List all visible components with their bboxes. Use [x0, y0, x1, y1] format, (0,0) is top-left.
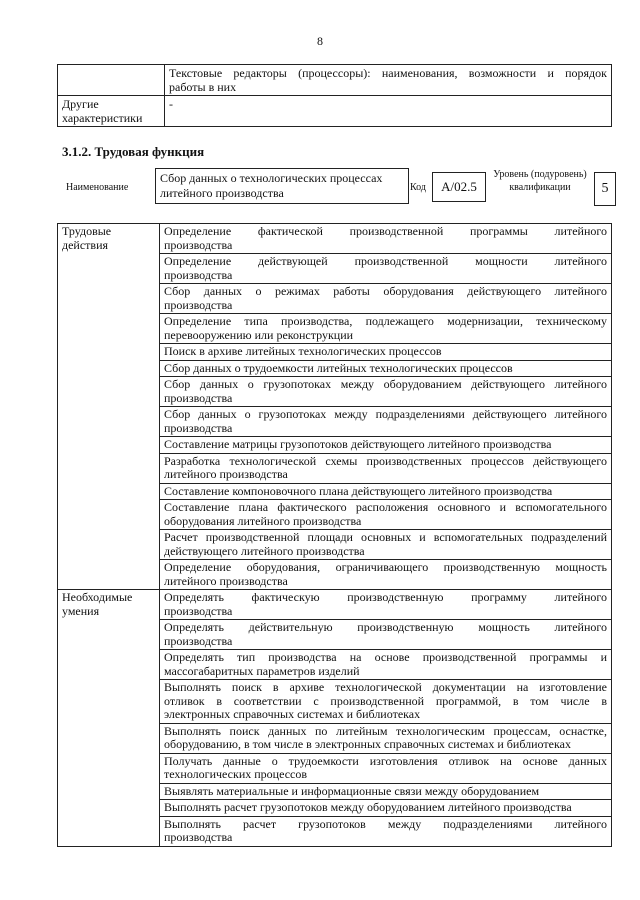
list-item-line: Получать данные о трудоемкости изготовления отливок на основе данных: [164, 753, 607, 768]
code-label: Код: [410, 182, 426, 193]
row-label: [58, 65, 165, 96]
list-item-line: Сбор данных о трудоемкости литейных технологических процессов: [164, 360, 513, 375]
list-item-line: Сбор данных о грузопотоках между подразделениями действующего литейного: [164, 407, 607, 421]
list-item: [160, 284, 612, 314]
table-row: [58, 224, 612, 254]
list-item: [160, 590, 612, 620]
qualification-level-box: 5: [594, 172, 616, 206]
function-name-box: Сбор данных о технологических процессах литейного производства: [155, 168, 409, 204]
list-item-line: литейного производства: [164, 467, 288, 481]
list-item: [160, 224, 612, 254]
list-item-line: Определять фактическую производственную программу литейного: [164, 590, 607, 604]
list-item: [160, 254, 612, 284]
list-item: [160, 314, 612, 344]
list-item-line: производства: [164, 633, 233, 648]
list-item: [160, 620, 612, 650]
qualification-level-label: Уровень (подуровень) квалификации: [493, 169, 587, 193]
list-item-line: Составление компоновочного плана действующего литейного производства: [164, 483, 553, 498]
code-box: A/02.5: [432, 172, 486, 202]
list-item-line: Определение действующей производственной мощности литейного: [164, 254, 607, 268]
list-item: [160, 344, 612, 361]
list-item-line: Выполнять расчет грузопотоков между оборудованием литейного производства: [164, 800, 572, 814]
row-label: Другие характеристики: [58, 96, 165, 127]
list-item-line: Выполнять поиск данных по литейным технологическим процессам, оснастке,: [164, 723, 607, 738]
list-item-line: производства: [164, 603, 233, 618]
list-item: [160, 723, 612, 753]
list-item-line: Определять действительную производственную мощность литейного: [164, 620, 607, 634]
table-row: [58, 96, 612, 127]
list-item-line: Расчет производственной площади основных и вспомогательных подразделений: [164, 530, 607, 544]
list-item-line: Определять тип производства на основе производственной программы и: [164, 650, 607, 664]
list-item: [160, 377, 612, 407]
list-item: [160, 650, 612, 680]
list-item: [160, 753, 612, 783]
list-item-line: Сбор данных о режимах работы оборудования действующего литейного: [164, 284, 607, 298]
list-item: [160, 530, 612, 560]
labor-function-table: [57, 223, 612, 847]
list-item-line: массогабаритных параметров изделий: [164, 663, 360, 678]
list-item-line: Разработка технологической схемы производственных процессов действующего: [164, 453, 607, 468]
previous-function-table: [57, 64, 612, 127]
list-item-line: производства: [164, 390, 233, 405]
list-item: [160, 437, 612, 454]
list-item: [160, 560, 612, 590]
row-value-line: Текстовые редакторы (процессоры): наименования, возможности и порядок: [169, 66, 607, 80]
labor-function-header: [60, 168, 614, 208]
list-item-line: перевооружению или реконструкции: [164, 327, 354, 342]
labor-actions-label: Трудовые действия: [58, 224, 160, 590]
list-item: [160, 500, 612, 530]
list-item-line: Определение типа производства, подлежащего модернизации, техническому: [164, 314, 607, 328]
page-number: 8: [317, 34, 323, 48]
name-label: Наименование: [66, 182, 129, 193]
list-item-line: производства: [164, 237, 233, 252]
list-item-line: Составление матрицы грузопотоков действующего литейного производства: [164, 437, 552, 451]
list-item-line: Составление плана фактического расположения основного и вспомогательного: [164, 500, 607, 514]
list-item-line: действующего литейного производства: [164, 543, 365, 558]
list-item: [160, 407, 612, 437]
list-item-line: Выявлять материальные и информационные связи между оборудованием: [164, 783, 540, 798]
list-item-line: Выполнять поиск в архиве технологической документации на изготовление: [164, 680, 607, 694]
row-value: -: [165, 96, 612, 127]
list-item: [160, 453, 612, 483]
list-item-line: производства: [164, 830, 233, 844]
list-item-line: Определение оборудования, ограничивающего производственную мощность: [164, 560, 607, 574]
list-item-line: производства: [164, 267, 233, 282]
row-value: [165, 65, 612, 96]
required-skills-label: Необходимые умения: [58, 590, 160, 847]
list-item: [160, 360, 612, 377]
list-item: [160, 680, 612, 724]
row-value-line: работы в них: [169, 80, 237, 94]
table-row: [58, 65, 612, 96]
list-item-line: Определение фактической производственной программы литейного: [164, 224, 607, 238]
list-item-line: производства: [164, 420, 233, 435]
list-item-line: литейного производства: [164, 573, 288, 588]
list-item-line: оборудованию, в том числе в электронных справочных системах и библиотеках: [164, 737, 571, 751]
list-item: [160, 816, 612, 846]
list-item: [160, 483, 612, 500]
list-item-line: Сбор данных о грузопотоках между оборудованием действующего литейного: [164, 377, 607, 391]
list-item: [160, 783, 612, 800]
list-item-line: производства: [164, 297, 233, 312]
list-item-line: отливок в соответствии с производственной программой, в том числе в: [164, 693, 607, 708]
list-item: [160, 800, 612, 817]
list-item-line: оборудования литейного производства: [164, 513, 362, 528]
section-title: 3.1.2. Трудовая функция: [62, 144, 205, 159]
list-item-line: Поиск в архиве литейных технологических процессов: [164, 344, 442, 358]
table-row: [58, 590, 612, 620]
list-item-line: электронных справочных системах и библиотеках: [164, 707, 421, 721]
list-item-line: Выполнять расчет грузопотоков между подразделениями литейного: [164, 816, 607, 831]
list-item-line: технологических процессов: [164, 767, 308, 781]
